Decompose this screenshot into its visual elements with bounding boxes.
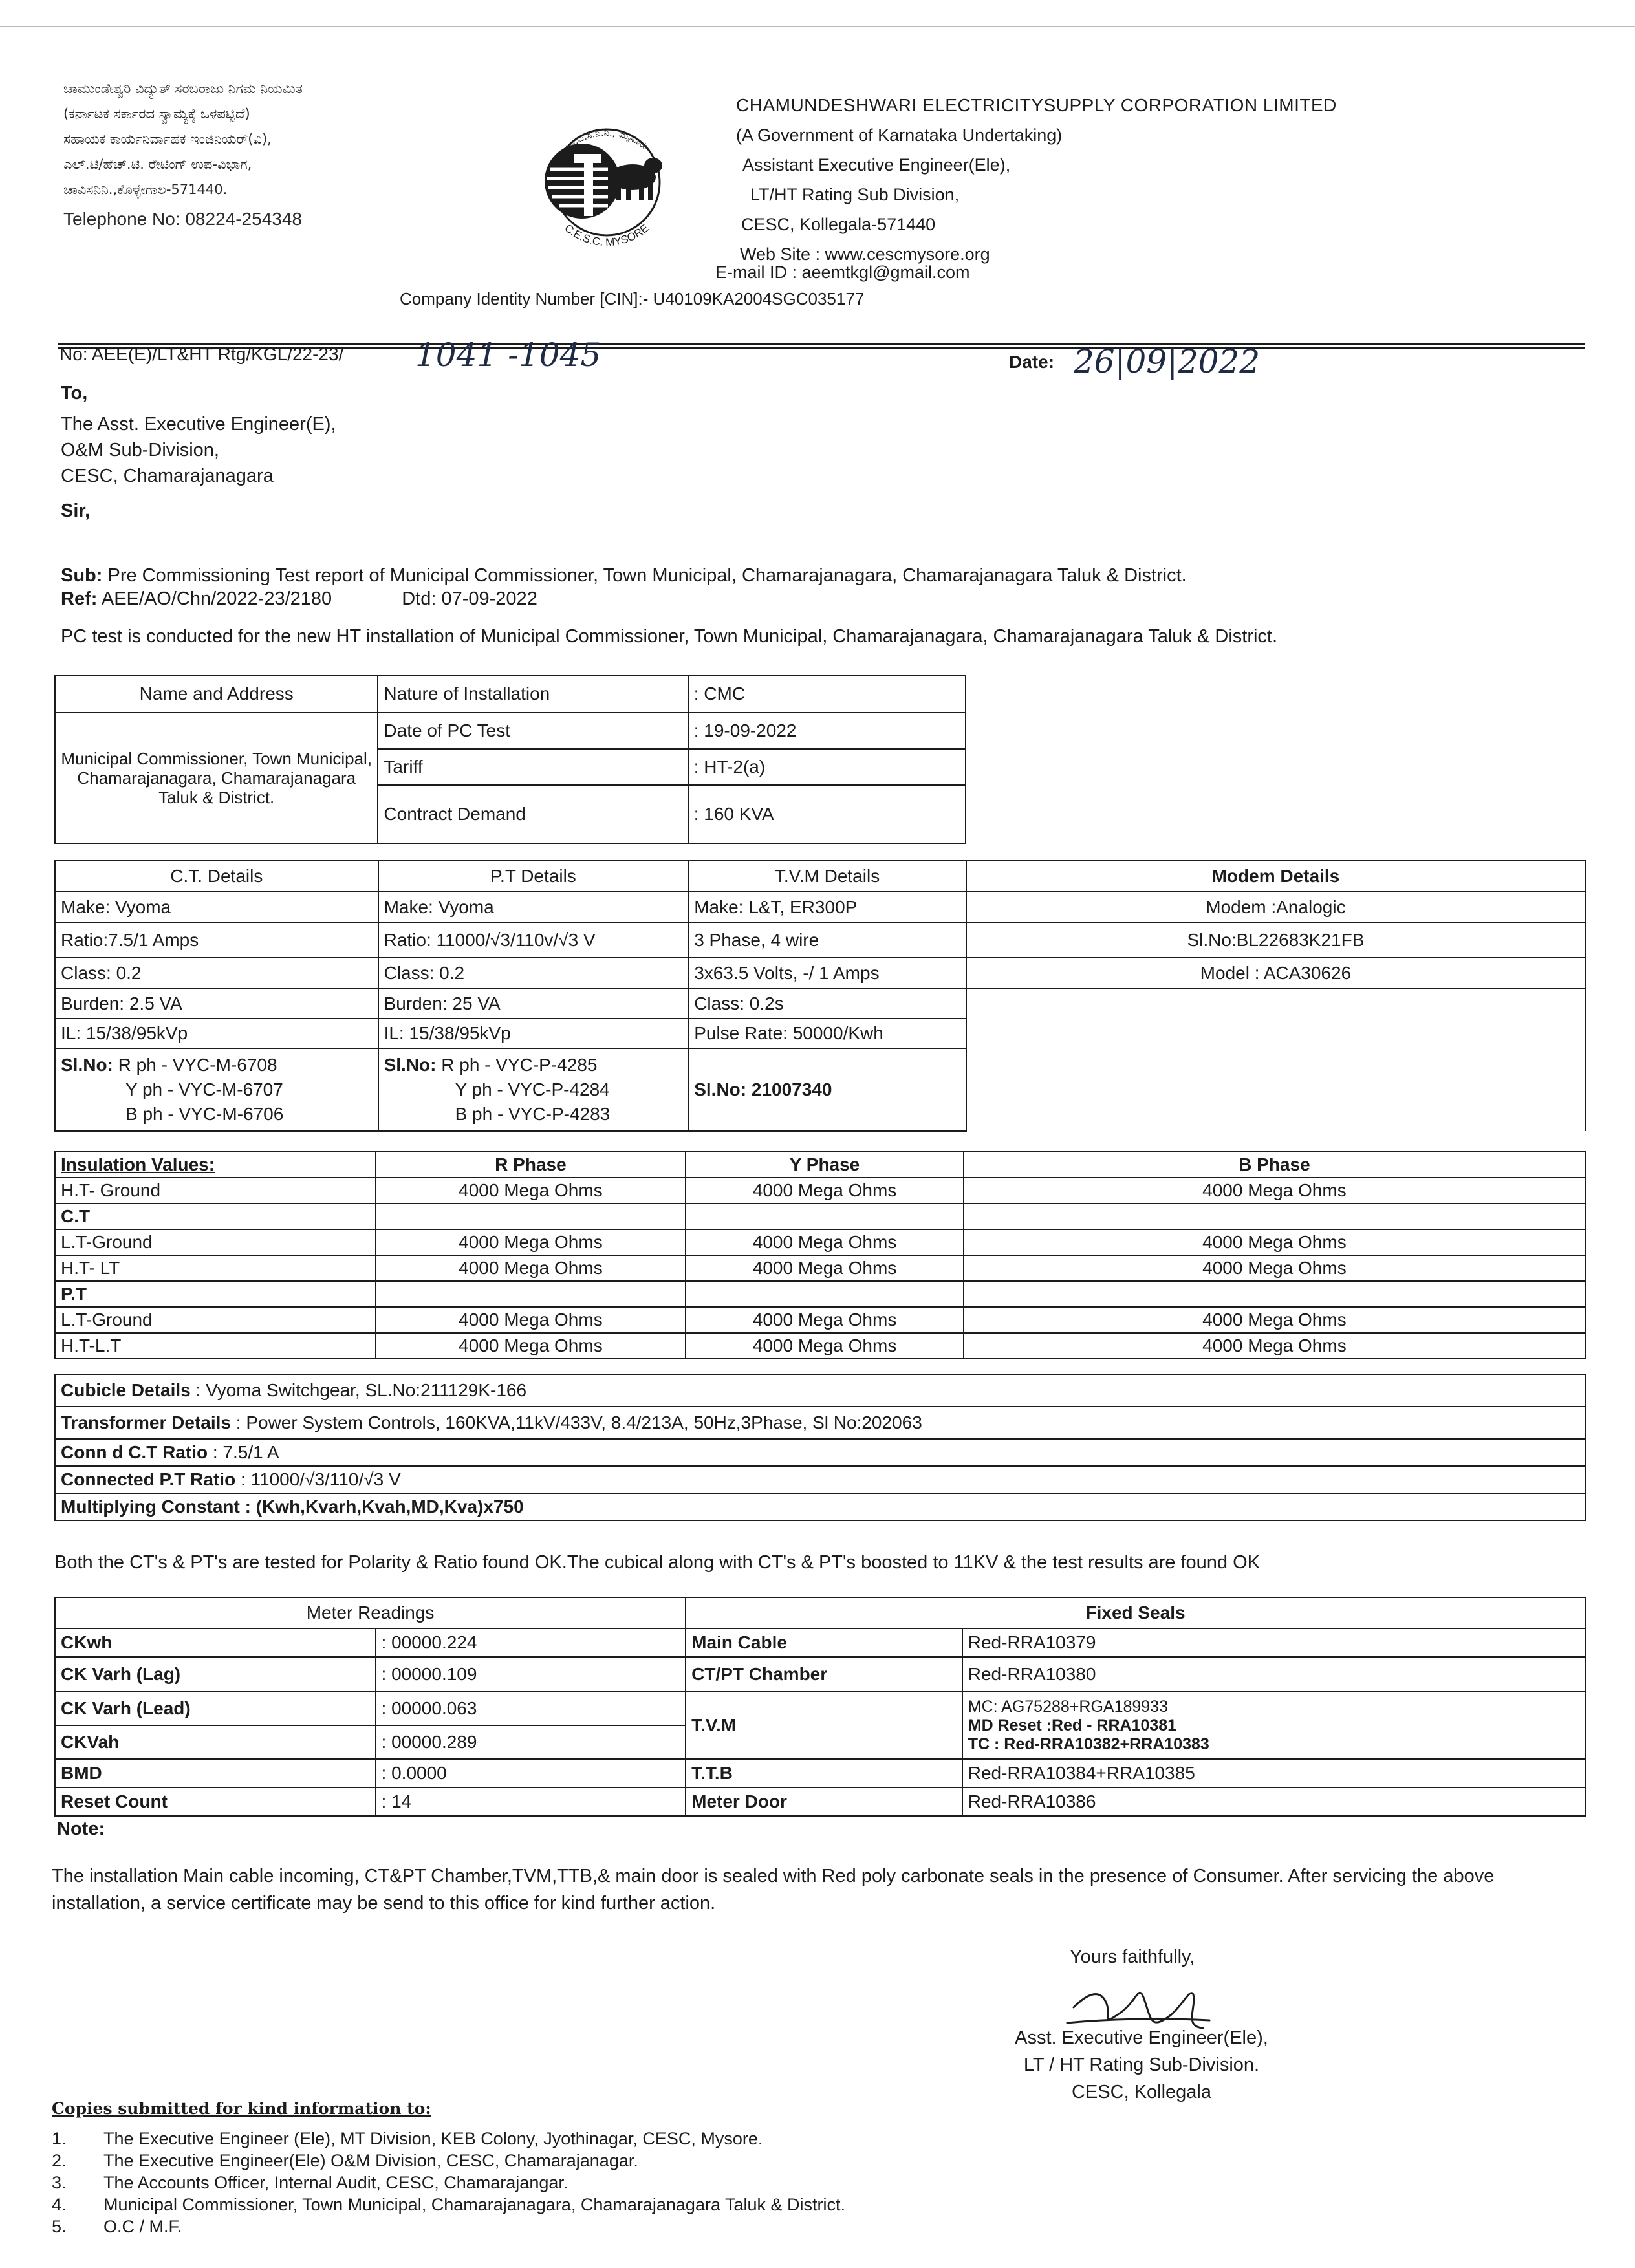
b-phase-value: 4000 Mega Ohms — [964, 1229, 1585, 1255]
list-item — [52, 2172, 845, 2194]
reading-label: CK Varh (Lag) — [55, 1657, 376, 1692]
cesc-logo-emblem — [517, 118, 695, 247]
reading-label: CK Varh (Lead) — [55, 1692, 376, 1725]
seal-value: MD Reset :Red - RRA10381 — [968, 1716, 1177, 1734]
pt-serial: R ph - VYC-P-4285 — [441, 1055, 598, 1075]
item-number: 3. — [52, 2173, 67, 2192]
detail-value: : 11000/√3/110/√3 V — [240, 1469, 401, 1489]
reference-label: Ref: — [61, 589, 98, 609]
note-label: Note: — [57, 1819, 105, 1839]
y-phase-value: 4000 Mega Ohms — [686, 1307, 964, 1333]
r-phase-value: 4000 Mega Ohms — [376, 1229, 686, 1255]
name-address-header: Name and Address — [55, 675, 378, 713]
detail-value: : Vyoma Switchgear, SL.No:211129K-166 — [195, 1380, 527, 1400]
seal-value: MC: AG75288+RGA189933 — [968, 1697, 1168, 1716]
item-number: 5. — [52, 2217, 67, 2236]
modem-header: Modem Details — [966, 861, 1585, 892]
meter-seals-table — [54, 1597, 1586, 1817]
reading-label: Reset Count — [55, 1787, 376, 1816]
y-phase-header: Y Phase — [686, 1152, 964, 1178]
detail-row — [55, 1493, 1585, 1520]
pt-cell: Burden: 25 VA — [378, 989, 689, 1019]
ct-header: C.T. Details — [55, 861, 378, 892]
salutation: Sir, — [61, 501, 91, 521]
telephone: Telephone No: 08224-254348 — [63, 209, 302, 229]
detail-row — [55, 1407, 1585, 1439]
y-phase-value: 4000 Mega Ohms — [686, 1229, 964, 1255]
tvm-cell: Pulse Rate: 50000/Kwh — [688, 1019, 966, 1048]
detail-label: Conn d C.T Ratio — [61, 1442, 208, 1462]
seal-value: Red-RRA10386 — [962, 1787, 1585, 1816]
y-phase-value — [686, 1281, 964, 1307]
office-location: CESC, Kollegala-571440 — [741, 215, 936, 234]
addressee-line: CESC, Chamarajanagara — [61, 466, 274, 486]
pt-cell: Ratio: 11000/√3/110v/√3 V — [378, 923, 689, 958]
reference-text: AEE/AO/Chn/2022-23/2180 — [101, 589, 332, 609]
seal-label: T.V.M — [686, 1692, 962, 1759]
subject-label: Sub: — [61, 565, 103, 586]
item-number: 1. — [52, 2129, 67, 2148]
kannada-letterhead — [63, 76, 303, 232]
y-phase-value: 4000 Mega Ohms — [686, 1333, 964, 1359]
detail-value: : (Kwh,Kvarh,Kvah,MD,Kva)x750 — [244, 1496, 524, 1517]
date-label: Date: — [1009, 352, 1055, 372]
row-value: : HT-2(a) — [688, 749, 966, 785]
b-phase-value: 4000 Mega Ohms — [964, 1178, 1585, 1204]
seal-value: TC : Red-RRA10382+RRA10383 — [968, 1734, 1209, 1753]
tvm-cell: 3x63.5 Volts, -/ 1 Amps — [688, 958, 966, 989]
ct-serial: B ph - VYC-M-6706 — [125, 1104, 284, 1124]
kannada-line: ಸಹಾಯಕ ಕಾರ್ಯನಿರ್ವಾಹಕ ಇಂಜಿನಿಯರ್(ವಿ), — [63, 131, 272, 147]
b-phase-header: B Phase — [964, 1152, 1585, 1178]
reading-value: : 00000.224 — [376, 1628, 686, 1657]
kannada-line: ಚಾವಿಸನಿನಿ.,ಕೊಳ್ಳೇಗಾಲ-571440. — [63, 182, 228, 197]
company-name: CHAMUNDESHWARI ELECTRICITYSUPPLY CORPORATION LIMITED — [736, 95, 1337, 115]
seal-label: Meter Door — [686, 1787, 962, 1816]
b-phase-value: 4000 Mega Ohms — [964, 1255, 1585, 1281]
reading-label: CKwh — [55, 1628, 376, 1657]
modem-blank — [966, 989, 1585, 1131]
fixed-seals-header: Fixed Seals — [686, 1597, 1585, 1628]
reading-value: : 0.0000 — [376, 1759, 686, 1787]
row-value: : 160 KVA — [688, 785, 966, 843]
addressee — [61, 411, 336, 489]
signatory-block — [996, 2024, 1287, 2106]
signatory-line: LT / HT Rating Sub-Division. — [1023, 2055, 1260, 2075]
modem-cell: Sl.No:BL22683K21FB — [966, 923, 1585, 958]
insulation-header: Insulation Values: — [55, 1152, 376, 1178]
y-phase-value: 4000 Mega Ohms — [686, 1255, 964, 1281]
pt-serial: B ph - VYC-P-4283 — [455, 1104, 611, 1124]
office-division: LT/HT Rating Sub Division, — [750, 185, 960, 204]
r-phase-value: 4000 Mega Ohms — [376, 1307, 686, 1333]
ct-cell: IL: 15/38/95kVp — [55, 1019, 378, 1048]
list-item — [52, 2216, 845, 2238]
office-title: Assistant Executive Engineer(Ele), — [742, 155, 1011, 175]
b-phase-value — [964, 1204, 1585, 1229]
to-label: To, — [61, 383, 88, 404]
logo-top-text: ಚಾ.ವಿ.ಸ.ನಿ.ನಿ., ಮೈಸೂರು — [562, 126, 651, 153]
r-phase-value — [376, 1204, 686, 1229]
reference-line — [61, 587, 537, 610]
logo-bottom-text: C.E.S.C. MYSORE — [562, 221, 651, 247]
r-phase-header: R Phase — [376, 1152, 686, 1178]
pt-cell: IL: 15/38/95kVp — [378, 1019, 689, 1048]
seal-label: T.T.B — [686, 1759, 962, 1787]
seal-value: Red-RRA10379 — [962, 1628, 1585, 1657]
detail-value: : Power System Controls, 160KVA,11kV/433V, 8.4/213A, 50Hz,3Phase, Sl No:202063 — [235, 1412, 922, 1432]
installation-table — [54, 675, 966, 844]
letter-number-handwritten: 1041 -1045 — [415, 336, 601, 374]
insulation-label: H.T- LT — [55, 1255, 376, 1281]
insulation-label: H.T-L.T — [55, 1333, 376, 1359]
pt-header: P.T Details — [378, 861, 689, 892]
kannada-line: ಚಾಮುಂಡೇಶ್ವರಿ ವಿದ್ಯುತ್ ಸರಬರಾಜು ನಿಗಮ ನಿಯಮಿತ — [63, 81, 303, 96]
kannada-line: ಎಲ್.ಟಿ/ಹೆಚ್.ಟಿ. ರೇಟಿಂಗ್ ಉಪ-ವಿಭಾಗ, — [63, 157, 252, 172]
pt-cell: Make: Vyoma — [378, 892, 689, 923]
email-address: E-mail ID : aeemtkgl@gmail.com — [715, 263, 970, 282]
detail-label: Multiplying Constant — [61, 1496, 240, 1517]
ct-slno-label: Sl.No: — [61, 1055, 113, 1075]
test-statement: Both the CT's & PT's are tested for Polarity & Ratio found OK.The cubical along with CT's & PT's boosted to 11KV & the test results are found OK — [54, 1552, 1261, 1573]
insulation-section: C.T — [55, 1204, 376, 1229]
name-address-value: Municipal Commissioner, Town Municipal, Chamarajanagara, Chamarajanagara Taluk & District. — [55, 713, 378, 843]
detail-row — [55, 1374, 1585, 1407]
tvm-cell: Make: L&T, ER300P — [688, 892, 966, 923]
item-text: Municipal Commissioner, Town Municipal, Chamarajanagara, Chamarajanagara Taluk & District. — [103, 2195, 846, 2214]
b-phase-value: 4000 Mega Ohms — [964, 1307, 1585, 1333]
list-item — [52, 2150, 845, 2172]
item-text: O.C / M.F. — [103, 2217, 182, 2236]
meter-readings-header: Meter Readings — [55, 1597, 686, 1628]
equipment-table — [54, 860, 1586, 1132]
reference-date: Dtd: 07-09-2022 — [402, 589, 537, 609]
pt-slno-label: Sl.No: — [384, 1055, 437, 1075]
tvm-serial: Sl.No: 21007340 — [688, 1048, 966, 1131]
item-text: The Executive Engineer (Ele), MT Division, KEB Colony, Jyothinagar, CESC, Mysore. — [103, 2129, 763, 2148]
insulation-label: L.T-Ground — [55, 1229, 376, 1255]
insulation-label: H.T- Ground — [55, 1178, 376, 1204]
row-label: Date of PC Test — [378, 713, 688, 749]
insulation-label: L.T-Ground — [55, 1307, 376, 1333]
ct-serial: R ph - VYC-M-6708 — [118, 1055, 277, 1075]
insulation-section: P.T — [55, 1281, 376, 1307]
subject-text: Pre Commissioning Test report of Municipal Commissioner, Town Municipal, Chamarajanagara, Chamarajanagara Taluk & District. — [107, 565, 1187, 586]
english-letterhead — [736, 91, 1337, 269]
subject-line — [61, 564, 1187, 587]
copies-list — [52, 2128, 845, 2238]
detail-value: : 7.5/1 A — [212, 1442, 279, 1462]
ct-cell: Make: Vyoma — [55, 892, 378, 923]
r-phase-value: 4000 Mega Ohms — [376, 1333, 686, 1359]
detail-label: Transformer Details — [61, 1412, 231, 1432]
row-value: : CMC — [688, 675, 966, 713]
tvm-seal-values — [962, 1692, 1585, 1759]
reading-label: BMD — [55, 1759, 376, 1787]
ct-cell: Class: 0.2 — [55, 958, 378, 989]
signatory-line: Asst. Executive Engineer(Ele), — [1015, 2027, 1268, 2048]
b-phase-value: 4000 Mega Ohms — [964, 1333, 1585, 1359]
reading-value: : 14 — [376, 1787, 686, 1816]
detail-row — [55, 1439, 1585, 1466]
row-value: : 19-09-2022 — [688, 713, 966, 749]
item-number: 4. — [52, 2195, 67, 2214]
intro-text: PC test is conducted for the new HT installation of Municipal Commissioner, Town Municipal, Chamarajanagara, Chamarajanagara Taluk & District. — [61, 626, 1278, 647]
kannada-line: (ಕರ್ನಾಟಕ ಸರ್ಕಾರದ ಸ್ವಾಮ್ಯಕ್ಕೆ ಒಳಪಟ್ಟಿದೆ) — [63, 106, 250, 122]
detail-row — [55, 1466, 1585, 1493]
tvm-cell: 3 Phase, 4 wire — [688, 923, 966, 958]
closing-paragraph: The installation Main cable incoming, CT&PT Chamber,TVM,TTB,& main door is sealed with Red poly carbonate seals in the presence of Consumer. After servicing the above installation, a service certificate may be send to this office for kind further action. — [52, 1866, 1495, 1914]
closing-phrase: Yours faithfully, — [1070, 1947, 1195, 1967]
letter-number-label: No: AEE(E)/LT&HT Rtg/KGL/22-23/ — [60, 344, 344, 364]
modem-cell: Modem :Analogic — [966, 892, 1585, 923]
details-table — [54, 1374, 1586, 1521]
ct-serial: Y ph - VYC-M-6707 — [125, 1079, 283, 1099]
seal-label: CT/PT Chamber — [686, 1657, 962, 1692]
date-handwritten: 26|09|2022 — [1074, 343, 1261, 380]
tvm-cell: Class: 0.2s — [688, 989, 966, 1019]
ct-serials — [55, 1048, 378, 1131]
pt-serial: Y ph - VYC-P-4284 — [455, 1079, 610, 1099]
item-text: The Accounts Officer, Internal Audit, CESC, Chamarajangar. — [103, 2173, 568, 2192]
website: Web Site : www.cescmysore.org — [740, 244, 990, 264]
list-item — [52, 2128, 845, 2150]
item-number: 2. — [52, 2151, 67, 2170]
r-phase-value — [376, 1281, 686, 1307]
tvm-header: T.V.M Details — [688, 861, 966, 892]
y-phase-value — [686, 1204, 964, 1229]
copies-heading: Copies submitted for kind information to: — [52, 2099, 431, 2118]
y-phase-value: 4000 Mega Ohms — [686, 1178, 964, 1204]
pt-cell: Class: 0.2 — [378, 958, 689, 989]
row-label: Nature of Installation — [378, 675, 688, 713]
r-phase-value: 4000 Mega Ohms — [376, 1178, 686, 1204]
row-label: Tariff — [378, 749, 688, 785]
company-subtitle: (A Government of Karnataka Undertaking) — [736, 125, 1063, 145]
item-text: The Executive Engineer(Ele) O&M Division, CESC, Chamarajanagar. — [103, 2151, 638, 2170]
seal-value: Red-RRA10384+RRA10385 — [962, 1759, 1585, 1787]
addressee-line: O&M Sub-Division, — [61, 440, 219, 460]
reading-value: : 00000.289 — [376, 1725, 686, 1759]
pt-serials — [378, 1048, 689, 1131]
b-phase-value — [964, 1281, 1585, 1307]
scan-top-edge — [0, 26, 1635, 27]
seal-value: Red-RRA10380 — [962, 1657, 1585, 1692]
r-phase-value: 4000 Mega Ohms — [376, 1255, 686, 1281]
row-label: Contract Demand — [378, 785, 688, 843]
reading-label: CKVah — [55, 1725, 376, 1759]
company-cin: Company Identity Number [CIN]:- U40109KA2004SGC035177 — [400, 289, 865, 308]
seal-label: Main Cable — [686, 1628, 962, 1657]
detail-label: Connected P.T Ratio — [61, 1469, 236, 1489]
addressee-line: The Asst. Executive Engineer(E), — [61, 414, 336, 435]
list-item — [52, 2194, 845, 2216]
ct-cell: Burden: 2.5 VA — [55, 989, 378, 1019]
signatory-line: CESC, Kollegala — [1072, 2082, 1211, 2102]
modem-cell: Model : ACA30626 — [966, 958, 1585, 989]
insulation-table — [54, 1151, 1586, 1359]
ct-cell: Ratio:7.5/1 Amps — [55, 923, 378, 958]
reading-value: : 00000.109 — [376, 1657, 686, 1692]
detail-label: Cubicle Details — [61, 1380, 191, 1400]
reading-value: : 00000.063 — [376, 1692, 686, 1725]
